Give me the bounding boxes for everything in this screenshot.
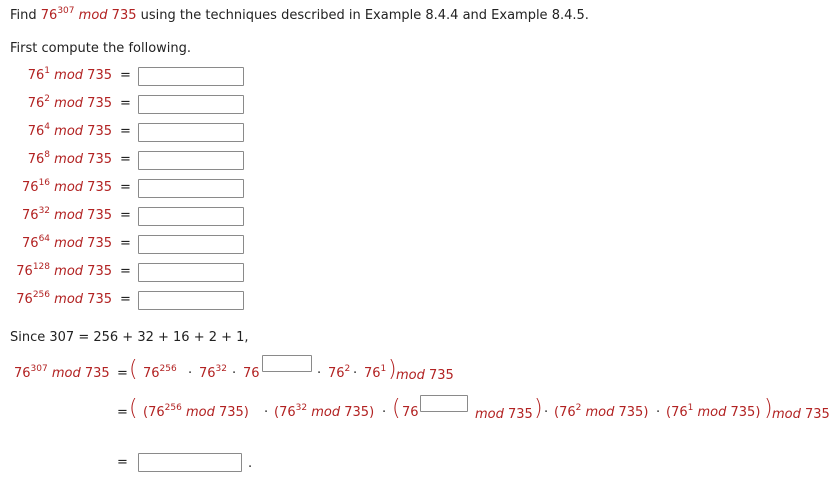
power-answer-input-128[interactable] [138,263,244,282]
factor-256: $76^{256}$ [143,364,177,381]
header-base: 76 [40,8,58,23]
equals-sign: = [120,180,131,195]
term-256: ($76^{256}$ mod 735) [143,403,249,420]
missing-exponent-input-2[interactable] [420,395,468,412]
power-label-8: $76^8$ mod 735 [27,150,112,167]
term-1: ($76^1$ mod 735) [666,403,761,420]
term-missing-base: 76 [402,405,419,420]
equals-sign: = [120,96,131,111]
power-label-256: $76^{256}$ mod 735 [16,290,112,307]
factor-missing-base: 76 [243,366,260,381]
first-compute-instruction: First compute the following. [10,41,192,56]
power-label-1: $76^1$ mod 735 [27,66,112,83]
dot: · [382,405,387,420]
dot: · [264,405,269,420]
open-paren-line1: ( [129,357,138,382]
dot: · [656,405,661,420]
power-label-128: $76^{128}$ mod 735 [16,262,112,279]
power-answer-input-8[interactable] [138,151,244,170]
equals-sign-line1: = [117,366,128,381]
power-answer-input-64[interactable] [138,235,244,254]
dot: · [188,366,193,381]
equals-sign: = [120,264,131,279]
header-exponent: 307 [57,6,75,16]
power-label-4: $76^4$ mod 735 [27,122,112,139]
dot: · [317,366,322,381]
power-answer-input-256[interactable] [138,291,244,310]
since-line: Since 307 = 256 + 32 + 16 + 2 + 1, [10,330,249,345]
power-label-2: $76^2$ mod 735 [27,94,112,111]
dot: · [544,405,549,420]
close-paren-outer-line2: ) [764,396,773,421]
power-label-16: $76^{16}$ mod 735 [22,178,112,195]
equals-sign-line2: = [117,405,128,420]
equals-sign: = [120,68,131,83]
equals-sign: = [120,236,131,251]
factor-2: $76^2$ [328,364,351,381]
factor-32: $76^{32}$ [199,364,227,381]
term-32: ($76^{32}$ mod 735) [274,403,375,420]
power-answer-input-4[interactable] [138,123,244,142]
dot: · [232,366,237,381]
factor-1: $76^1$ [364,364,387,381]
equals-sign: = [120,208,131,223]
term-2: ($76^2$ mod 735) [554,403,649,420]
final-period: . [248,456,253,471]
final-answer-input[interactable] [138,453,242,472]
open-paren-outer-line2: ( [129,396,138,421]
missing-exponent-input-1[interactable] [262,355,312,372]
power-answer-input-32[interactable] [138,207,244,226]
power-label-32: $76^{32}$ mod 735 [22,206,112,223]
equals-sign-line3: = [117,455,128,470]
power-answer-input-16[interactable] [138,179,244,198]
close-paren-term-missing: ) [534,396,543,421]
close-paren-line1: ) [388,357,397,382]
lhs-expression: $76^{307}$ mod 735 [14,364,110,381]
open-paren-term-missing: ( [392,396,401,421]
term-missing-mod: mod 735 [475,407,533,422]
equals-sign: = [120,152,131,167]
power-answer-input-2[interactable] [138,95,244,114]
equals-sign: = [120,292,131,307]
dot: · [353,366,358,381]
equals-sign: = [120,124,131,139]
power-answer-input-1[interactable] [138,67,244,86]
power-label-64: $76^{64}$ mod 735 [22,234,112,251]
problem-statement: Find $76^{307}$ mod 735 using the techniques described in Example 8.4.4 and Example 8.4.5. [10,6,589,23]
mod-suffix-line2: mod 735 [772,407,830,422]
mod-suffix-line1: mod 735 [396,368,454,383]
